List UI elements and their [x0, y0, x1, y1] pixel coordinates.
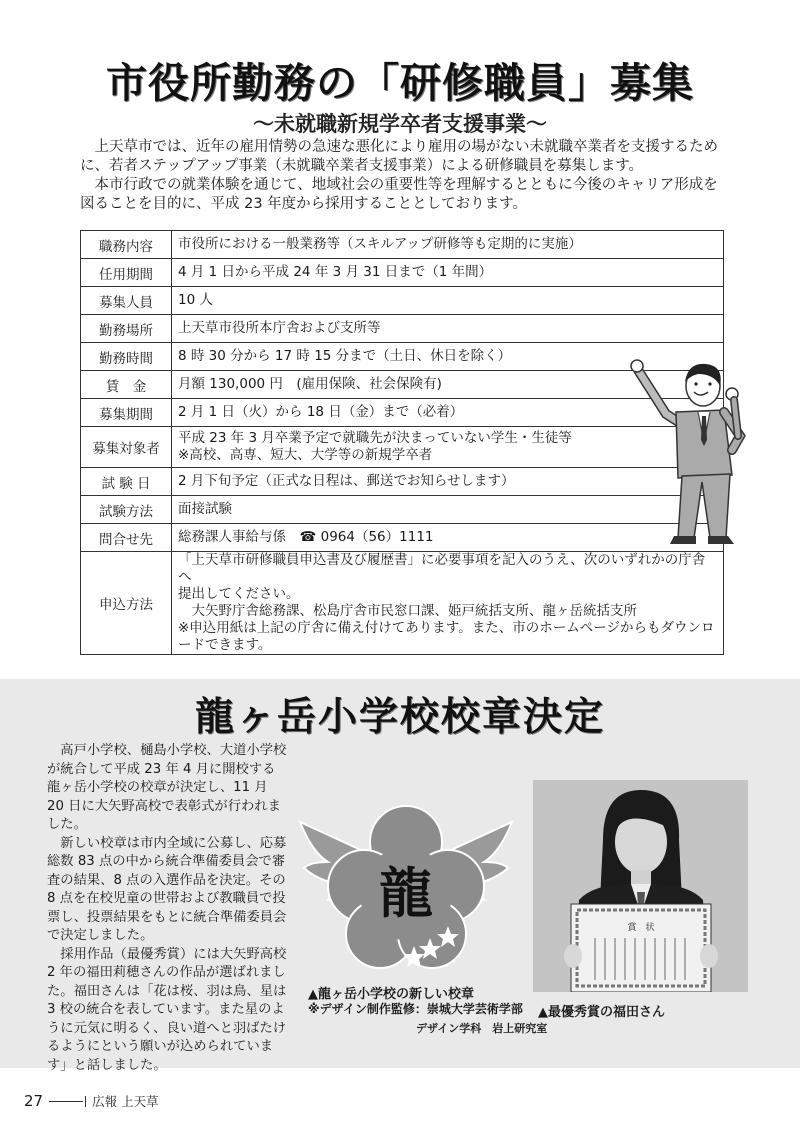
row-value — [172, 552, 724, 655]
design-credit-sub: デザイン学科 岩上研究室 — [416, 1022, 548, 1035]
row-value-line: 面接試験 — [178, 501, 232, 517]
row-value-line: 2 月下旬予定（正式な日程は、郵送でお知らせします） — [178, 473, 515, 489]
row-value — [172, 259, 724, 287]
row-label: 募集期間 — [81, 399, 172, 427]
row-value-line: ※高校、高専、短大、大学等の新規学卒者 — [178, 447, 433, 463]
row-value-line: 大矢野庁舎総務課、松島庁舎市民窓口課、姫戸統括支所、龍ヶ岳統括支所 — [178, 603, 637, 619]
row-label: 勤務時間 — [81, 343, 172, 371]
recruit-headline: 市役所勤務の「研修職員」募集 — [106, 59, 694, 107]
row-value-line: 4 月 1 日から平成 24 年 3 月 31 日まで（1 年間） — [178, 264, 493, 280]
row-value-line: 提出してください。 — [178, 586, 300, 602]
row-value-line: 総務課人事給与係 ☎ 0964（56）1111 — [178, 529, 434, 545]
row-value-line: ※申込用紙は上記の庁舎に備え付けてあります。また、市のホームページからもダウンロ — [178, 620, 715, 636]
footer-rule — [49, 1101, 83, 1102]
row-label: 賃 金 — [81, 371, 172, 399]
article-paragraph: 高戸小学校、樋島小学校、大道小学校が統合して平成 23 年 4 月に開校する龍ヶ岳小学校の校章が決定し、11 月 20 日に大矢野高校で表彰式が行われました。 — [47, 743, 287, 832]
row-label: 試験方法 — [81, 496, 172, 524]
row-value-line: 上天草市役所本庁舎および支所等 — [178, 320, 381, 336]
intro-paragraph: 本市行政での就業体験を通じて、地域社会の重要性等を理解するとともに今後のキャリア形成を図ることを目的に、平成 23 年度から採用することとしております。 — [80, 177, 718, 212]
article-paragraph: 採用作品（最優秀賞）には大矢野高校 2 年の福田莉穂さんの作品が選ばれました。福田さんは「花は桜、羽は鳥、星は 3 校の統合を表しています。また星のように元気に明るく、良い道へと羽ばたけるようにという願いが込められています」と話しました。 — [47, 946, 287, 1073]
photo-caption: ▲最優秀賞の福田さん — [538, 1005, 665, 1020]
row-value-line: 10 人 — [178, 292, 213, 308]
school-headline: 龍ヶ岳小学校校章決定 — [194, 695, 605, 740]
award-winner-photo — [533, 780, 748, 992]
page-footer — [24, 1092, 159, 1110]
design-credit: ※デザイン制作監修：崇城大学芸術学部 — [308, 1002, 523, 1016]
row-label: 問合せ先 — [81, 524, 172, 552]
school-emblem-image — [292, 802, 520, 972]
row-label: 募集対象者 — [81, 427, 172, 468]
row-value-line: 2 月 1 日（火）から 18 日（金）まで（必着） — [178, 404, 464, 420]
row-value-line: ードできます。 — [178, 637, 272, 653]
table-row — [81, 315, 724, 343]
table-row — [81, 231, 724, 259]
row-value-line: 8 時 30 分から 17 時 15 分まで（土日、休日を除く） — [178, 348, 512, 364]
row-label: 募集人員 — [81, 287, 172, 315]
row-value — [172, 287, 724, 315]
row-label: 任用期間 — [81, 259, 172, 287]
row-value-line: 平成 23 年 3 月卒業予定で就職先が決まっていない学生・生徒等 — [178, 430, 572, 446]
article-paragraph: 新しい校章は市内全域に公募し、応募総数 83 点の中から統合準備委員会で審査の結果、8 点の入選作品を決定。その 8 点を在校児童の世帯および教職員で投票し、投票結果をもとに統合準備委員会で決定しました。 — [47, 835, 287, 943]
row-label: 職務内容 — [81, 231, 172, 259]
intro-paragraph: 上天草市では、近年の雇用情勢の急速な悪化により雇用の場がない未就職卒業者を支援するために、若者ステップアップ事業（未就職卒業者支援事業）による研修職員を募集します。 — [80, 139, 718, 174]
school-article — [47, 742, 287, 1075]
table-row — [81, 287, 724, 315]
businessman-illustration — [628, 350, 753, 560]
table-row — [81, 259, 724, 287]
footer-tick — [85, 1096, 86, 1107]
page-number: 27 — [24, 1092, 44, 1110]
row-label: 試 験 日 — [81, 468, 172, 496]
row-value — [172, 315, 724, 343]
table-row — [81, 552, 724, 655]
certificate-title: 賞 状 — [627, 923, 655, 933]
row-value-line: 月額 130,000 円 (雇用保険、社会保険有) — [178, 376, 442, 392]
recruit-subtitle: ～未就職新規学卒者支援事業～ — [253, 112, 547, 136]
row-value-line: 市役所における一般業務等（スキルアップ研修等も定期的に実施） — [178, 236, 582, 252]
row-value — [172, 231, 724, 259]
recruit-intro — [80, 138, 725, 214]
emblem-char: 龍 — [379, 862, 433, 925]
row-label: 勤務場所 — [81, 315, 172, 343]
row-label: 申込方法 — [81, 552, 172, 655]
row-value-line: 「上天草市研修職員申込書及び履歴書」に必要事項を記入のうえ、次のいずれかの庁舎へ — [178, 552, 706, 585]
publication-name: 広報 上天草 — [92, 1094, 159, 1109]
emblem-caption: ▲龍ヶ岳小学校の新しい校章 — [308, 987, 474, 1002]
